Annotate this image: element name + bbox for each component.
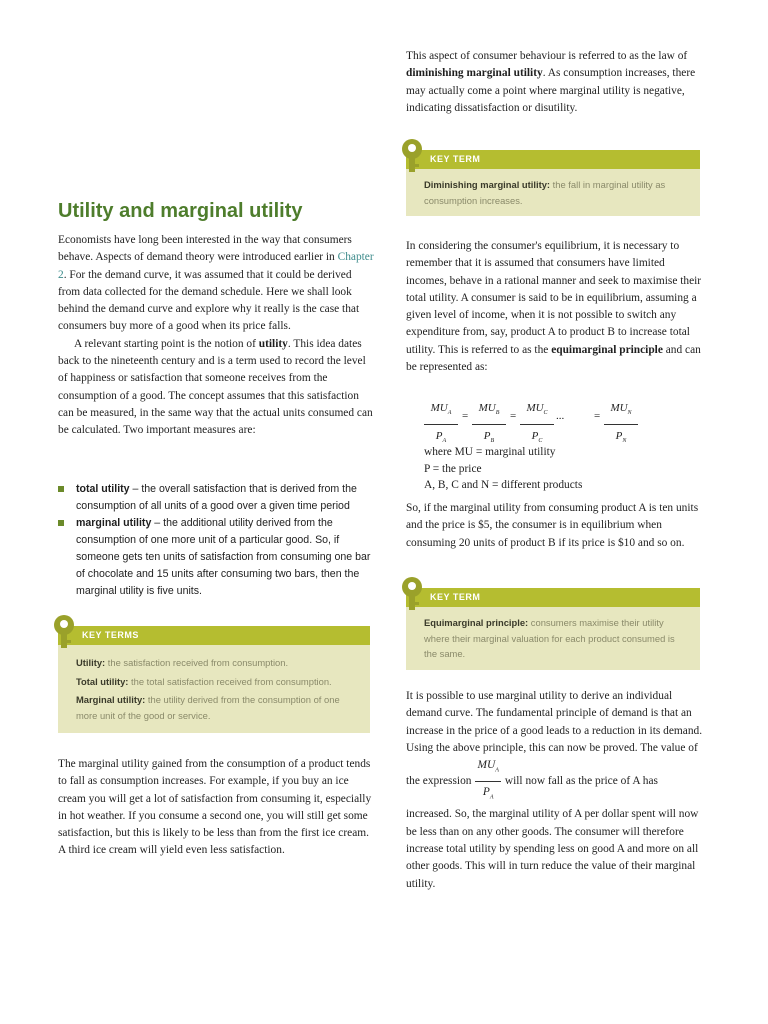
key-icon <box>398 576 426 612</box>
key-term-name: Equimarginal principle: <box>424 617 529 628</box>
key-term-body <box>406 607 700 670</box>
para1-text-end: . For the demand curve, it was assumed that it could be derived from data collected for the demand schedule. Here we shall look behind the demand curve and explore why it really is the case that consumers buy more of a good when its price falls. <box>58 268 360 333</box>
equals-sign: = <box>594 410 601 422</box>
key-icon <box>50 614 78 650</box>
inline-fraction: $\frac{MU_A}{P_A}$ <box>477 759 499 801</box>
para2-text-end: . This idea dates back to the nineteenth century and is a term used to record the level of happiness or satisfaction that someone receives from the consumption of a good. The concept assumes that this satisfaction can be measured, in the same way that the actual units consumed can be calculated. Two important measures are: <box>58 337 373 437</box>
bullet-icon <box>58 520 64 526</box>
intro-bold-term: diminishing marginal utility <box>406 67 543 80</box>
key-term-header: KEY TERM <box>406 588 700 607</box>
bullet-icon <box>58 486 64 492</box>
key-icon <box>398 138 426 174</box>
key-term-definition: the total satisfaction received from consumption. <box>128 675 332 687</box>
right-paragraph-2 <box>406 500 706 552</box>
bullet-term: marginal utility <box>76 517 152 529</box>
right-intro-paragraph <box>406 48 706 117</box>
key-term-box-equimarginal <box>406 588 700 670</box>
key-term-definition: the utility derived from the consumption of one more unit of the good or service. <box>76 694 340 721</box>
intro-text: This aspect of consumer behaviour is referred to as the law of <box>406 50 688 62</box>
rpara3-text: It is possible to use marginal utility to derive an individual demand curve. The fundamental principle of demand is that an increase in the price of a good leads to a reduction in its demand. Using the above principle, this can now be proved. The value of the expression <box>406 690 703 788</box>
fraction-a: $MU_A$ $P_A$ <box>424 400 458 451</box>
formula-key <box>424 444 714 494</box>
key-terms-body <box>58 645 370 733</box>
rpara1-bold-term: equimarginal principle <box>551 343 663 356</box>
key-term-definition: the fall in marginal utility as consumption increases. <box>424 179 666 206</box>
equimarginal-formula <box>424 400 724 445</box>
para2-bold-term: utility <box>258 337 288 350</box>
utility-measures-list <box>58 481 376 600</box>
section-heading: Utility and marginal utility <box>58 200 303 222</box>
key-term-definition: consumers maximise their utility where their marginal valuation for each product consumed is the same. <box>424 617 675 659</box>
formula-key-line: where MU = marginal utility <box>424 446 556 458</box>
left-paragraph-2 <box>58 336 376 440</box>
equals-sign: = <box>510 410 517 422</box>
key-term-name: Utility: <box>76 657 106 668</box>
para1-text: Economists have long been interested in the way that consumers behave. Aspects of demand theory were introduced earlier in <box>58 234 352 264</box>
formula-key-line: P = the price <box>424 462 482 475</box>
left-paragraph-3 <box>58 756 376 860</box>
fraction-c: $MU_C$ $P_C$ <box>520 400 554 451</box>
ellipsis: ... <box>556 410 565 422</box>
right-paragraph-3 <box>406 688 706 893</box>
right-paragraph-1 <box>406 238 706 376</box>
list-item <box>58 481 376 515</box>
key-term-name: Marginal utility: <box>76 694 146 705</box>
key-term-name: Total utility: <box>76 675 129 687</box>
equals-sign: = <box>462 410 469 422</box>
intro-text-end: . As consumption increases, there may actually come a point where marginal utility is negative, indicating dissatisfaction or disutility. <box>406 67 696 114</box>
key-terms-box-utility <box>58 626 370 733</box>
rpara1-text-end: and can be represented as: <box>406 343 701 374</box>
bullet-text: – the additional utility derived from the consumption of one more unit of a particular good. So, if someone gets ten units of satisfaction from consuming one bar of chocolate and 15 units after consuming two bars, then the marginal utility is five units. <box>76 517 371 597</box>
rpara2-text: So, if the marginal utility from consuming product A is ten units and the price is $5, the consumer is in equilibrium when consuming 20 units of product B if its price is $10 and so on. <box>406 502 699 549</box>
key-terms-header: KEY TERMS <box>58 626 370 645</box>
key-term-box-diminishing <box>406 150 700 216</box>
fraction-n: $MU_N$ $P_N$ <box>604 400 638 451</box>
key-term-definition: the satisfaction received from consumption. <box>105 657 289 668</box>
chapter-2-link[interactable]: Chapter 2 <box>58 251 374 281</box>
left-paragraph-1 <box>58 232 376 336</box>
list-item <box>58 515 376 600</box>
formula-key-line: A, B, C and N = different products <box>424 479 583 491</box>
key-term-header: KEY TERM <box>406 150 700 169</box>
fraction-b: $MU_B$ $P_B$ <box>472 400 506 451</box>
para3-text: The marginal utility gained from the consumption of a product tends to fall as consumption increases. For example, if you buy an ice cream you will get a lot of satisfaction from consuming it, especially in hot weather. If you consume a second one, you will still get some satisfaction, but this is likely to be less than from the first ice cream. A third ice cream will yield even less satisfaction. <box>58 758 372 857</box>
key-term-body <box>406 169 700 216</box>
rpara3-text-end: will now fall as the price of A has increased. So, the marginal utility of A per dollar spent will now be less than on any other goods. The consumer will therefore increase total utility by spending less on good A and more on all other goods. This will in turn reduce the value of their marginal utility. <box>406 775 699 890</box>
rpara1-text: In considering the consumer's equilibrium, it is necessary to remember that it is assumed that consumers have limited incomes, behave in a rational manner and seek to maximise their total utility. A consumer is said to be in equilibrium, assuming a given level of income, when it is not possible to switch any expenditure from, say, product A to product B to increase total utility. This is referred to as the <box>406 240 702 356</box>
left-body <box>58 232 376 440</box>
key-term-name: Diminishing marginal utility: <box>424 179 551 190</box>
bullet-text: – the overall satisfaction that is derived from the consumption of all units of a good over a given time period <box>76 483 357 512</box>
bullet-term: total utility <box>76 483 130 495</box>
para2-text: A relevant starting point is the notion of <box>74 337 259 350</box>
